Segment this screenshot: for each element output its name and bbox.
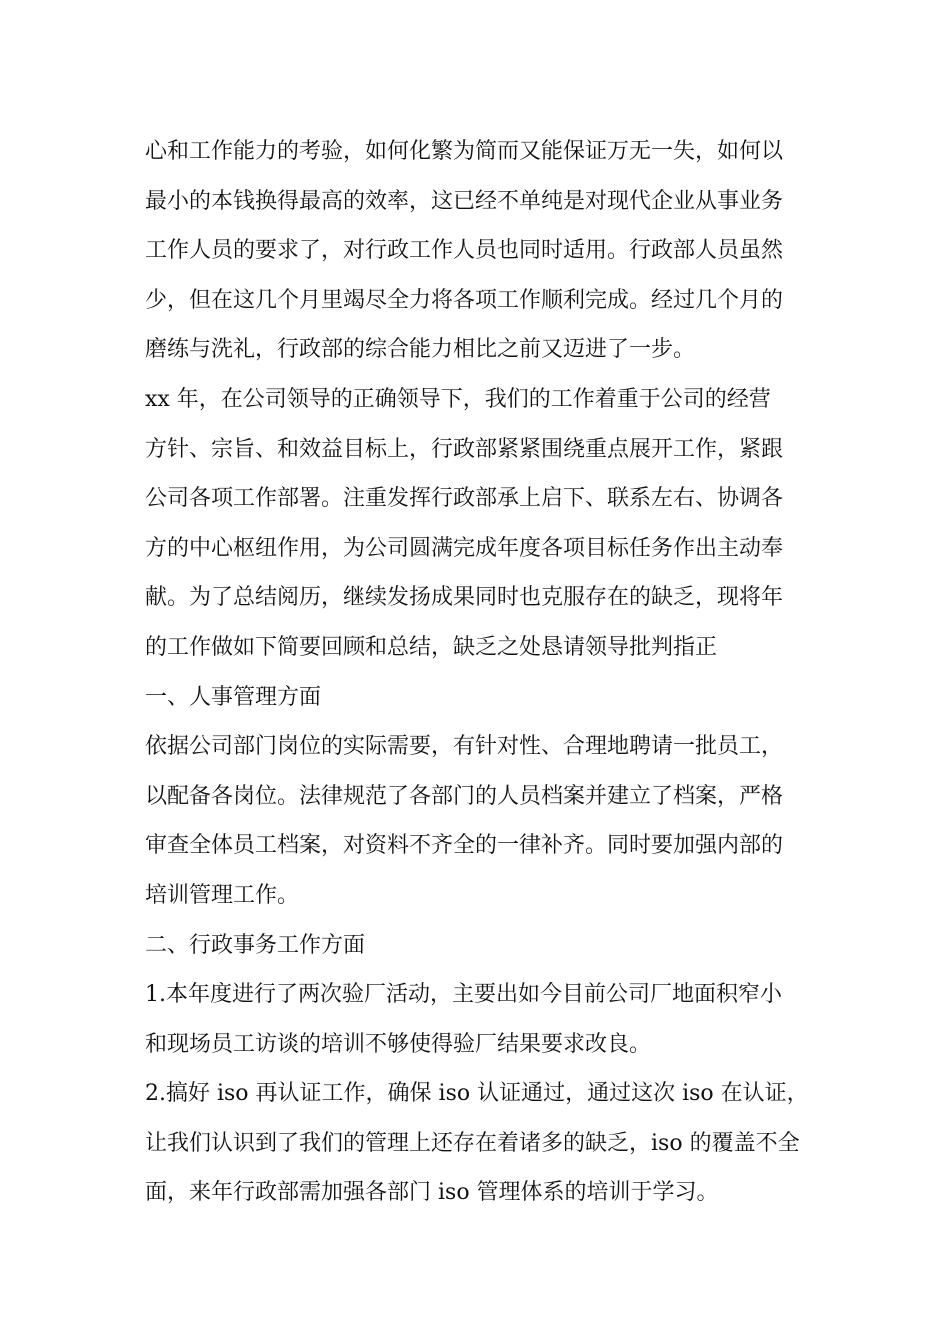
text-line: 方的中心枢纽作用，为公司圆满完成年度各项目标任务作出主动奉: [145, 535, 784, 561]
text-line: 磨练与洗礼，行政部的综合能力相比之前又迈进了一步。: [145, 337, 696, 363]
text-line: 1.本年度进行了两次验厂活动，主要出如今目前公司厂地面积窄小: [145, 982, 782, 1008]
heading-text: 一、人事管理方面: [145, 684, 322, 710]
text-line: 少，但在这几个月里竭尽全力将各项工作顺利完成。经过几个月的: [145, 287, 784, 313]
text-line: 心和工作能力的考验，如何化繁为简而又能保证万无一失，如何以: [145, 139, 784, 164]
text-line: 的工作做如下简要回顾和总结，缺乏之处恳请领导批判指正: [145, 634, 718, 660]
text-line: 审查全体员工档案，对资料不齐全的一律补齐。同时要加强内部的: [145, 833, 784, 859]
text-line: 献。为了总结阅历，继续发扬成果同时也克服存在的缺乏，现将年: [145, 585, 784, 611]
text-line: 培训管理工作。: [145, 882, 300, 908]
text-line: 公司各项工作部署。注重发挥行政部承上启下、联系左右、协调各: [145, 486, 784, 512]
paragraph: [145, 127, 810, 375]
text-line: 以配备各岗位。法律规范了各部门的人员档案并建立了档案，严格: [145, 783, 784, 809]
document-body: [145, 127, 810, 1218]
heading-text: 二、行政事务工作方面: [145, 932, 366, 958]
text-line: 方针、宗旨、和效益目标上，行政部紧紧围绕重点展开工作，紧跟: [145, 436, 784, 462]
text-line: 面，来年行政部需加强各部门 iso 管理体系的培训于学习。: [145, 1180, 719, 1206]
section-heading: [145, 921, 810, 971]
text-line: 2.搞好 iso 再认证工作，确保 iso 认证通过，通过这次 iso 在认证，: [145, 1081, 809, 1107]
paragraph: [145, 1069, 810, 1218]
text-line: 让我们认识到了我们的管理上还存在着诸多的缺乏，iso 的覆盖不全: [145, 1130, 800, 1156]
text-line: 工作人员的要求了，对行政工作人员也同时适用。行政部人员虽然: [145, 238, 784, 264]
text-line: 和现场员工访谈的培训不够使得验厂结果要求改良。: [145, 1031, 652, 1057]
text-line: xx 年，在公司领导的正确领导下，我们的工作着重于公司的经营: [145, 386, 771, 412]
paragraph: [145, 722, 810, 920]
text-line: 依据公司部门岗位的实际需要，有针对性、合理地聘请一批员工，: [145, 734, 784, 760]
paragraph: [145, 375, 810, 673]
section-heading: [145, 673, 810, 723]
text-line: 最小的本钱换得最高的效率，这已经不单纯是对现代企业从事业务: [145, 188, 784, 214]
paragraph: [145, 970, 810, 1069]
